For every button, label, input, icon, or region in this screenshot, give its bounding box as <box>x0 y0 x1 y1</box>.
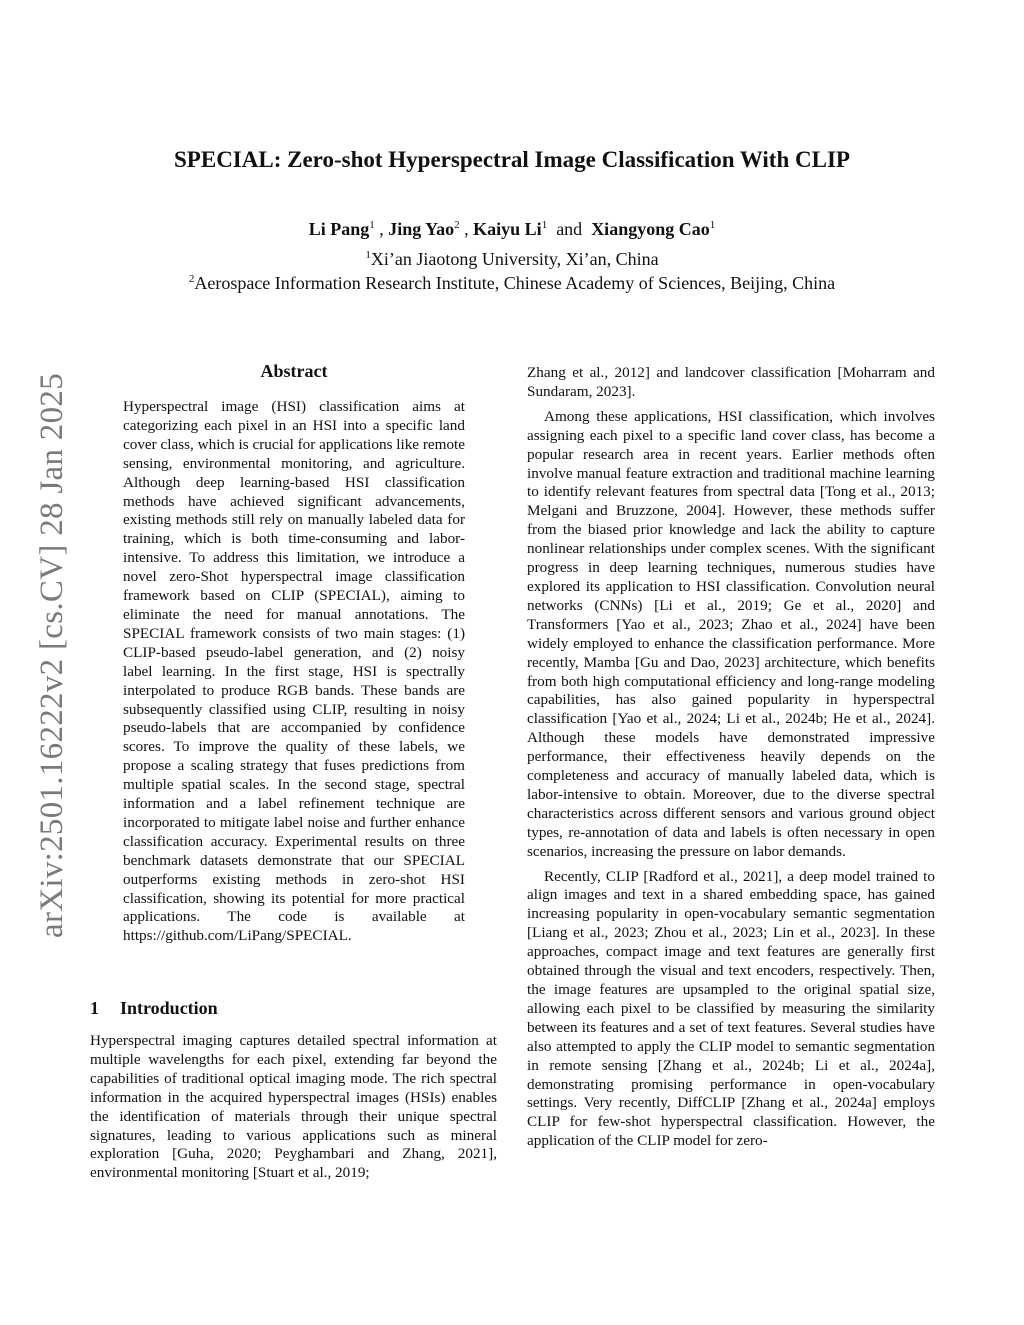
affiliation-text: Aerospace Information Research Institute, Chinese Academy of Sciences, Beijing, China <box>194 273 836 293</box>
affiliation-sup: 2 <box>188 273 195 285</box>
author-sup: 1 <box>709 219 716 231</box>
author-name: Kaiyu Li <box>473 219 542 239</box>
section-title: Introduction <box>120 998 218 1018</box>
affiliation-sup: 1 <box>365 249 371 261</box>
paper-title: SPECIAL: Zero-shot Hyperspectral Image Classification With CLIP <box>174 147 850 172</box>
body-paragraph: Recently, CLIP [Radford et al., 2021], a deep model trained to align images and text in a shared embedding space, has gained increasing popularity in open-vocabulary semantic segmentation [Liang et al., 2023; Zhou et al., 2023; Lin et al., 2023]. In these approaches, compact image and text features are generally first obtained through the visual and text encoders, respectively. Then, the image features are upsampled to the original spatial size, allowing each pixel to be classified by measuring the similarity between its features and a set of text features. Several studies have also attempted to apply the CLIP model to semantic segmentation in remote sensing [Zhang et al., 2024b; Li et al., 2024a], demonstrating promising performance in open-vocabulary settings. Very recently, DiffCLIP [Zhang et al., 2024a] employs CLIP for few-shot hyperspectral classification. However, the application of the CLIP model for zero- <box>527 867 935 1150</box>
intro-paragraph: Hyperspectral imaging captures detailed spectral information at multiple wavelengths for each pixel, extending far beyond the capabilities of traditional optical imaging mode. The rich spectral information in the acquired hyperspectral images (HSIs) enables the identification of materials through their unique spectral signatures, leading to various applications such as mineral exploration [Guha, 2020; Peyghambari and Zhang, 2021], environmental monitoring [Stuart et al., 2019; <box>90 1032 497 1182</box>
body-paragraph: Among these applications, HSI classification, which involves assigning each pixel to a specific land cover class, has become a popular research area in recent years. Earlier methods often involve manual feature extraction and traditional machine learning to identify relevant features from spectral data [Tong et al., 2013; Melgani and Bruzzone, 2004]. However, these methods suffer from the biased prior knowledge and lack the ability to capture nonlinear relationships under complex scenes. With the significant progress in deep learning techniques, numerous studies have explored its application to HSI classification. Convolution neural networks (CNNs) [Li et al., 2019; Ge et al., 2020] and Transformers [Yao et al., 2023; Zhao et al., 2024] have been widely employed to enhance the classification performance. More recently, Mamba [Gu and Dao, 2023] architecture, which benefits from both high computational efficiency and long-range modeling capabilities, has also gained popularity in hyperspectral classification [Yao et al., 2024; Li et al., 2024b; He et al., 2024]. Although these models have demonstrated impressive performance, their effectiveness heavily depends on the completeness and accuracy of manually labeled data, which is labor-intensive to obtain. Moreover, due to the diverse spectral characteristics across different sensors and various ground object types, re-annotation of data and labels is often necessary in open scenarios, increasing the pressure on labor demands. <box>527 407 935 860</box>
author-sup: 1 <box>541 219 548 231</box>
affiliation-text: Xi’an Jiaotong University, Xi’an, China <box>370 249 659 269</box>
abstract-heading: Abstract <box>260 361 328 381</box>
intro-left-column <box>90 1032 497 1189</box>
affiliation <box>100 267 924 295</box>
author-sup: 1 <box>369 219 375 231</box>
abstract-paragraph: Hyperspectral image (HSI) classification aims at categorizing each pixel in an HSI into a specific land cover class, which is crucial for applications like remote sensing, environmental monitoring, and agriculture. Although deep learning-based HSI classification methods have achieved significant advancements, existing methods still rely on manually labeled data for training, which is both time-consuming and labor-intensive. To address this limitation, we introduce a novel zero-Shot hyperspectral image classification framework based on CLIP (SPECIAL), aiming to eliminate the need for manual annotations. The SPECIAL framework consists of two main stages: (1) CLIP-based pseudo-label generation, and (2) noisy label learning. In the first stage, HSI is spectrally interpolated to produce RGB bands. These bands are subsequently classified using CLIP, resulting in noisy pseudo-labels that are accompanied by confidence scores. To improve the quality of these labels, we propose a scaling strategy that fuses predictions from multiple spatial scales. In the second stage, spectral information and a label refinement technique are incorporated to mitigate label noise and further enhance classification accuracy. Experimental results on three benchmark datasets demonstrate that our SPECIAL outperforms existing methods in zero-shot HSI classification, showing its potential for more practical applications. The code is available at https://github.com/LiPang/SPECIAL. <box>123 398 466 945</box>
author-name: Xiangyong Cao <box>591 219 710 239</box>
section-number: 1 <box>90 998 99 1018</box>
abstract-body <box>123 398 465 952</box>
arxiv-identifier-stamp <box>30 355 74 955</box>
arxiv-id: arXiv:2501.16222v2 [cs.CV] 28 Jan 2025 <box>33 372 70 938</box>
author-sup: 2 <box>454 219 460 231</box>
author-name: Jing Yao <box>388 219 455 239</box>
author-list: Li Pang$^1$ , Jing Yao$^2$ , Kaiyu Li$^1$ and Xiangyong Cao$^1$ <box>308 219 716 239</box>
author-name: Li Pang <box>308 219 370 239</box>
section-heading <box>90 998 218 1019</box>
right-column <box>527 364 935 1157</box>
body-paragraph: Zhang et al., 2012] and landcover classification [Moharram and Sundaram, 2023]. <box>527 364 935 400</box>
